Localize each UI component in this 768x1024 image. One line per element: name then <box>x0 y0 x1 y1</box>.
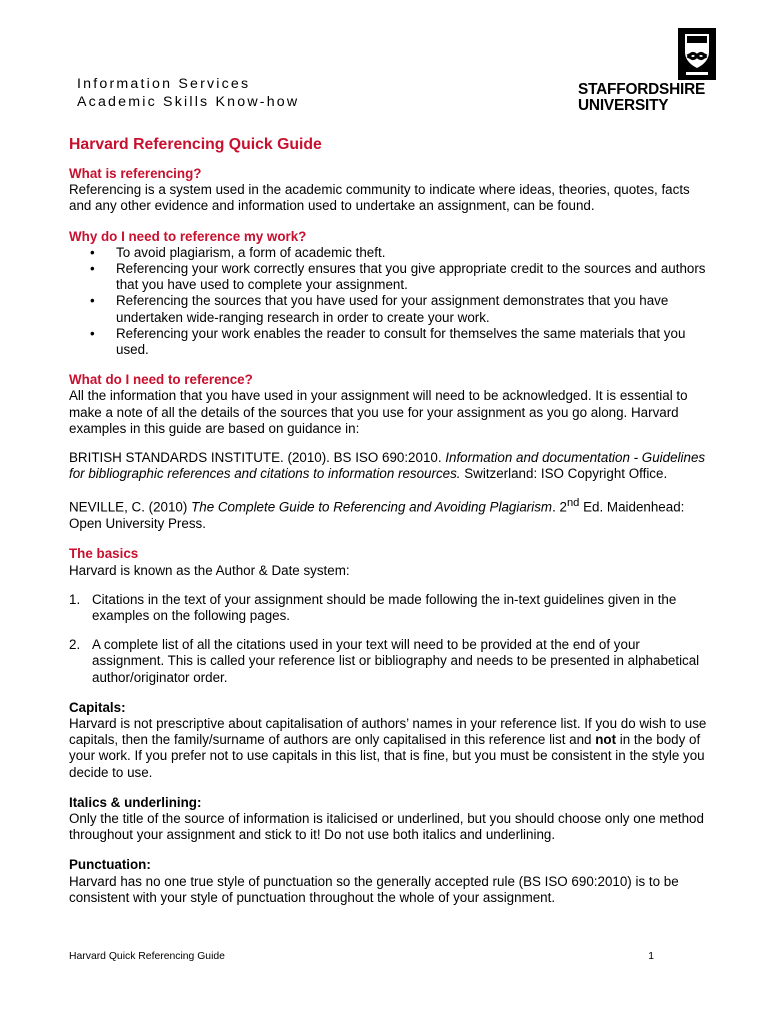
reference-entry-neville: NEVILLE, C. (2010) The Complete Guide to Referencing and Avoiding Plagiarism. 2nd Ed. Maidenhead: Open University Press. <box>69 497 685 532</box>
department-name: Information Services <box>77 76 251 92</box>
paragraph: All the information that you have used in your assignment will need to be acknowledged. It is essential to make a note of all the details of the sources that you use for your assignment as you go along. Harvard examples in this guide are based on guidance in: <box>69 388 688 436</box>
list-item: • To avoid plagiarism, a form of academic theft. <box>69 245 709 261</box>
section-what-to-reference <box>69 372 709 532</box>
reference-title: The Complete Guide to Referencing and Avoiding Plagiarism <box>191 499 553 515</box>
subsection-heading: Capitals: <box>69 699 126 715</box>
list-item: • Referencing the sources that you have used for your assignment demonstrates that you have undertaken wide-ranging research in order to create your work. <box>69 293 709 325</box>
paragraph: Only the title of the source of information is italicised or underlined, but you should choose only one method throughout your assignment and stick to it! Do not use both italics and underlining. <box>69 810 704 843</box>
section-heading: The basics <box>69 546 139 562</box>
reference-entry-bsi: BRITISH STANDARDS INSTITUTE. (2010). BS ISO 690:2010. Information and documentation - Guidelines for bibliographic references and citations to information resources. Switzerland: ISO Copyright Office. <box>69 450 706 482</box>
subsection-heading: Punctuation: <box>69 857 151 873</box>
paragraph: Referencing is a system used in the academic community to indicate where ideas, theories, quotes, facts and any other evidence and information used to undertake an assignment, can be found. <box>69 182 690 214</box>
stafford-knot-crest-icon <box>678 28 716 80</box>
list-item: 2. A complete list of all the citations used in your text will need to be provided at the end of your assignment. This is called your reference list or bibliography and needs to be presented in alphabetical author/originator order. <box>69 637 700 685</box>
section-heading: Why do I need to reference my work? <box>69 228 307 244</box>
document-body <box>69 166 709 906</box>
list-item: • Referencing your work correctly ensures that you give appropriate credit to the sources and authors that you have used to complete your assignment. <box>69 261 709 293</box>
subdepartment-name: Academic Skills Know-how <box>77 94 300 110</box>
section-what-is-referencing <box>69 166 709 215</box>
paragraph: Harvard has no one true style of punctuation so the generally accepted rule (BS ISO 690:2010) is to be consistent with your style of punctuation throughout the whole of your assignment. <box>69 873 679 905</box>
page-footer <box>69 951 654 962</box>
footer-title: Harvard Quick Referencing Guide <box>69 951 225 962</box>
subsection-heading: Italics & underlining: <box>69 794 202 810</box>
paragraph: Harvard is known as the Author & Date system: <box>69 562 350 578</box>
section-punctuation <box>69 857 709 906</box>
reference-title: Information and documentation - Guidelines for bibliographic references and citations to information resources. <box>69 450 706 482</box>
section-heading: What do I need to reference? <box>69 372 253 388</box>
page-number: 1 <box>648 951 654 962</box>
section-heading: What is referencing? <box>69 166 202 181</box>
university-name: STAFFORDSHIRE UNIVERSITY <box>578 81 706 114</box>
page-title: Harvard Referencing Quick Guide <box>69 136 322 153</box>
bullet-list <box>69 245 709 358</box>
section-italics-underlining <box>69 795 709 844</box>
list-item: 1. Citations in the text of your assignment should be made following the in-text guidelines given in the examples on the following pages. <box>69 591 677 623</box>
section-the-basics <box>69 546 709 685</box>
list-item: • Referencing your work enables the reader to consult for themselves the same materials that you used. <box>69 326 709 358</box>
university-logo <box>578 28 728 118</box>
section-why-reference <box>69 229 709 359</box>
section-capitals <box>69 700 709 781</box>
numbered-list <box>69 592 709 686</box>
paragraph: Harvard is not prescriptive about capitalisation of authors’ names in your reference list. If you do wish to use capitals, then the family/surname of authors are only capitalised in this reference list and not in the body of your work. If you prefer not to use capitals in this list, that is fine, but you must be consistent in the style you decide to use. <box>69 715 707 780</box>
department-header <box>77 75 299 111</box>
